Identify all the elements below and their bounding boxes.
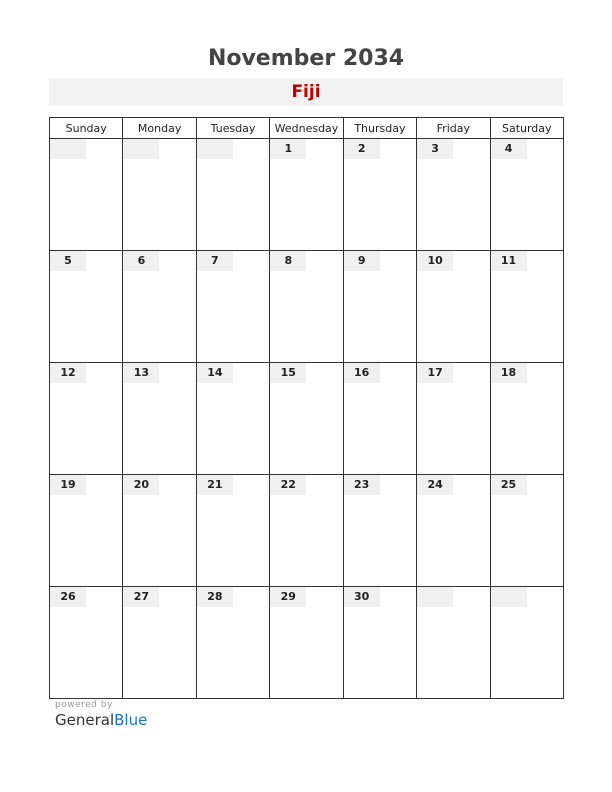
day-number: 4 <box>491 139 527 159</box>
day-number: 27 <box>123 587 159 607</box>
brand-logo[interactable] <box>55 711 147 729</box>
day-cell <box>343 139 416 251</box>
day-number: 16 <box>344 363 380 383</box>
weekday-thursday: Thursday <box>343 118 416 139</box>
day-number: 7 <box>197 251 233 271</box>
day-number: 12 <box>50 363 86 383</box>
day-number: 29 <box>270 587 306 607</box>
day-cell <box>196 587 269 699</box>
day-cell <box>343 251 416 363</box>
calendar-title: November 2034 <box>207 46 405 71</box>
day-number: 30 <box>344 587 380 607</box>
day-cell <box>417 251 490 363</box>
day-cell <box>270 587 343 699</box>
week-row-5 <box>50 587 564 699</box>
day-number <box>417 587 453 607</box>
day-cell <box>417 139 490 251</box>
country-banner <box>49 78 563 106</box>
day-number <box>50 139 86 159</box>
day-number: 23 <box>344 475 380 495</box>
weekday-sunday: Sunday <box>50 118 123 139</box>
day-cell <box>50 475 123 587</box>
weekday-header-row <box>50 118 564 139</box>
day-cell <box>196 475 269 587</box>
calendar-grid <box>49 117 564 699</box>
week-row-1 <box>50 139 564 251</box>
week-row-3 <box>50 363 564 475</box>
day-cell <box>490 587 563 699</box>
day-cell <box>270 363 343 475</box>
weekday-monday: Monday <box>123 118 196 139</box>
day-number: 18 <box>491 363 527 383</box>
day-number: 11 <box>491 251 527 271</box>
day-number: 14 <box>197 363 233 383</box>
day-number: 20 <box>123 475 159 495</box>
day-cell <box>123 251 196 363</box>
day-cell <box>196 139 269 251</box>
day-cell <box>50 587 123 699</box>
weekday-wednesday: Wednesday <box>270 118 343 139</box>
day-number: 19 <box>50 475 86 495</box>
brand-name-part2: Blue <box>114 711 148 729</box>
day-cell <box>196 251 269 363</box>
day-cell <box>270 251 343 363</box>
brand-name-part1: General <box>55 711 115 729</box>
day-cell <box>490 363 563 475</box>
day-cell <box>490 475 563 587</box>
day-number: 28 <box>197 587 233 607</box>
powered-by-text: powered by <box>55 700 113 710</box>
day-number: 1 <box>270 139 306 159</box>
day-cell <box>196 363 269 475</box>
day-cell <box>50 251 123 363</box>
day-cell <box>343 363 416 475</box>
day-cell <box>343 475 416 587</box>
day-number: 22 <box>270 475 306 495</box>
day-number <box>491 587 527 607</box>
footer-branding <box>55 700 147 729</box>
day-number: 21 <box>197 475 233 495</box>
day-cell <box>123 139 196 251</box>
day-number: 2 <box>344 139 380 159</box>
day-number: 8 <box>270 251 306 271</box>
day-number: 9 <box>344 251 380 271</box>
day-cell <box>343 587 416 699</box>
day-number: 17 <box>417 363 453 383</box>
day-number: 25 <box>491 475 527 495</box>
day-number: 10 <box>417 251 453 271</box>
weekday-saturday: Saturday <box>490 118 563 139</box>
day-cell <box>490 251 563 363</box>
day-number <box>123 139 159 159</box>
day-number: 3 <box>417 139 453 159</box>
day-cell <box>50 139 123 251</box>
day-cell <box>123 475 196 587</box>
day-cell <box>417 475 490 587</box>
day-number: 15 <box>270 363 306 383</box>
day-number: 5 <box>50 251 86 271</box>
weekday-friday: Friday <box>417 118 490 139</box>
country-name: Fiji <box>291 82 321 102</box>
week-row-4 <box>50 475 564 587</box>
week-row-2 <box>50 251 564 363</box>
day-number <box>197 139 233 159</box>
day-number: 6 <box>123 251 159 271</box>
day-number: 26 <box>50 587 86 607</box>
day-cell <box>417 363 490 475</box>
weekday-tuesday: Tuesday <box>196 118 269 139</box>
day-cell <box>270 139 343 251</box>
day-number: 24 <box>417 475 453 495</box>
day-cell <box>417 587 490 699</box>
day-cell <box>123 587 196 699</box>
day-cell <box>490 139 563 251</box>
day-number: 13 <box>123 363 159 383</box>
day-cell <box>270 475 343 587</box>
day-cell <box>123 363 196 475</box>
day-cell <box>50 363 123 475</box>
